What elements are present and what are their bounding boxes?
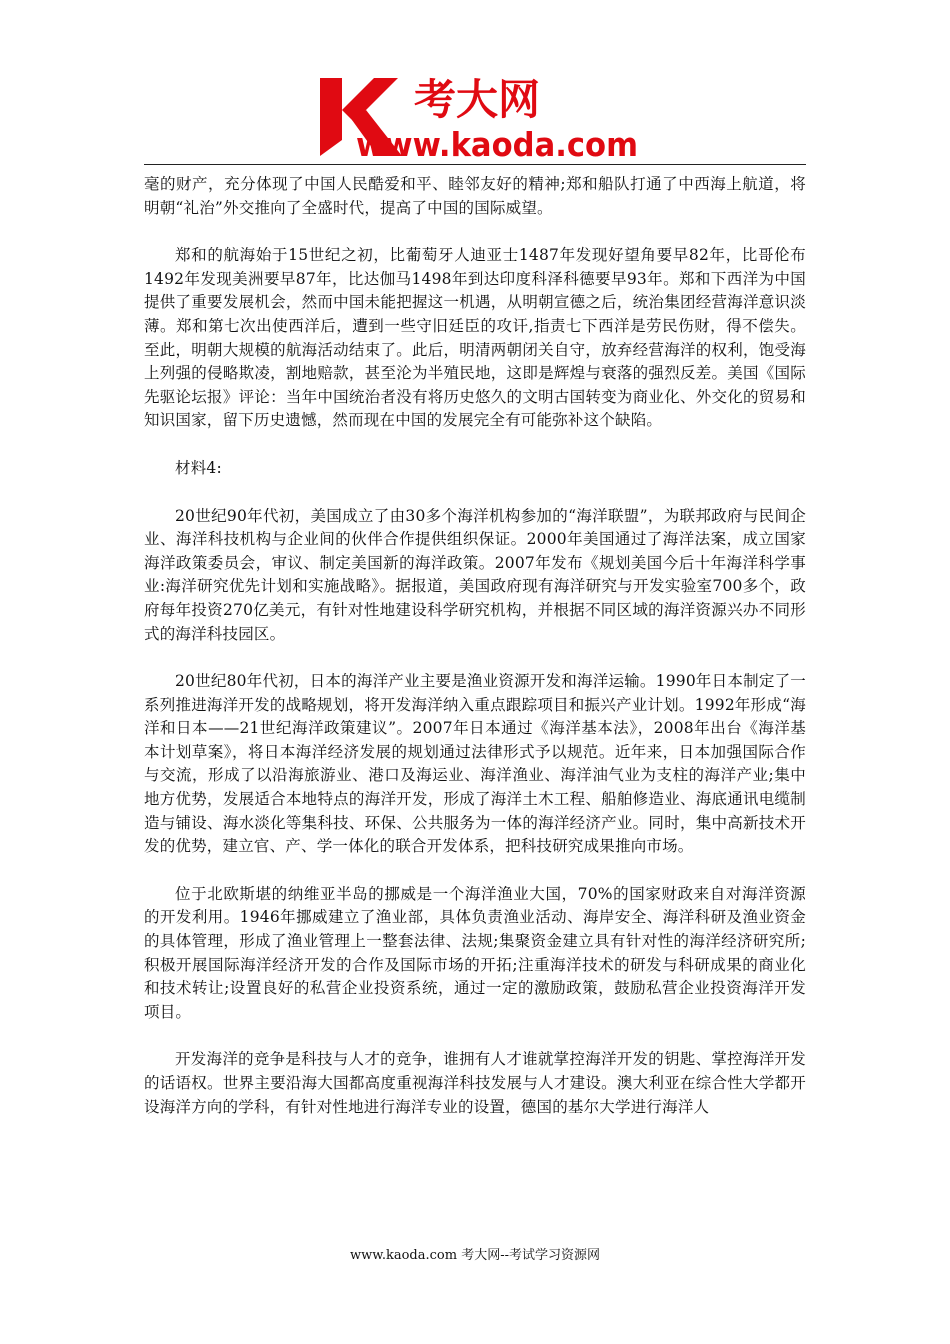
header-divider bbox=[144, 164, 806, 165]
paragraph: 郑和的航海始于15世纪之初，比葡萄牙人迪亚士1487年发现好望角要早82年，比哥伦布1492年发现美洲要早87年，比达伽马1498年到达印度科泽科德要早93年。郑和下西洋为中国提供了重要发展机会，然而中国未能把握这一机遇，从明朝宣德之后，统治集团经营海洋意识淡薄。郑和第七次出使西洋后，遭到一些守旧廷臣的攻讦,指责七下西洋是劳民伤财，得不偿失。至此，明朝大规模的航海活动结束了。此后，明清两朝闭关自守，放弃经营海洋的权利，饱受海上列强的侵略欺凌，割地赔款，甚至沦为半殖民地，这即是辉煌与衰落的强烈反差。美国《国际先驱论坛报》评论：当年中国统治者没有将历史悠久的文明古国转变为商业化、外交化的贸易和知识国家，留下历史遗憾，然而现在中国的发展完全有可能弥补这个缺陷。 bbox=[144, 246, 806, 430]
paragraph: 开发海洋的竞争是科技与人才的竞争，谁拥有人才谁就掌控海洋开发的钥匙、掌控海洋开发的话语权。世界主要沿海大国都高度重视海洋科技发展与人才建设。澳大利亚在综合性大学都开设海洋方向的学科，有针对性地进行海洋专业的设置，德国的基尔大学进行海洋人 bbox=[144, 1050, 806, 1116]
paragraph: 毫的财产，充分体现了中国人民酷爱和平、睦邻友好的精神;郑和船队打通了中西海上航道，将明朝“礼治”外交推向了全盛时代，提高了中国的国际威望。 bbox=[144, 175, 806, 217]
section-label: 材料4: bbox=[175, 458, 222, 477]
paragraph: 20世纪90年代初，美国成立了由30多个海洋机构参加的“海洋联盟”，为联邦政府与民间企业、海洋科技机构与企业间的伙伴合作提供组织保证。2000年美国通过了海洋法案，成立国家海洋政策委员会，审议、制定美国新的海洋政策。2007年发布《规划美国今后十年海洋科学事业:海洋研究优先计划和实施战略》。据报道，美国政府现有海洋研究与开发实验室700多个，政府每年投资270亿美元，有针对性地建设科学研究机构，并根据不同区域的海洋资源兴办不同形式的海洋科技园区。 bbox=[144, 506, 806, 643]
document-body bbox=[144, 173, 806, 1143]
paragraph: 20世纪80年代初，日本的海洋产业主要是渔业资源开发和海洋运输。1990年日本制定了一系列推进海洋开发的战略规划，将开发海洋纳入重点跟踪项目和振兴产业计划。1992年形成“海洋和日本——21世纪海洋政策建议”。2007年日本通过《海洋基本法》，2008年出台《海洋基本计划草案》，将日本海洋经济发展的规划通过法律形式予以规范。近年来，日本加强国际合作与交流，形成了以沿海旅游业、港口及海运业、海洋渔业、海洋油气业为支柱的海洋产业;集中地方优势，发展适合本地特点的海洋开发，形成了海洋土木工程、船舶修造业、海底通讯电缆制造与铺设、海水淡化等集科技、环保、公共服务为一体的海洋经济产业。同时，集中高新技术开发的优势，建立官、产、学一体化的联合开发体系，把科技研究成果推向市场。 bbox=[144, 672, 806, 856]
paragraph: 位于北欧斯堪的纳维亚半岛的挪威是一个海洋渔业大国，70%的国家财政来自对海洋资源的开发利用。1946年挪威建立了渔业部，具体负责渔业活动、海岸安全、海洋科研及渔业资金的具体管理，形成了渔业管理上一整套法律、法规;集聚资金建立具有针对性的海洋经济研究所;积极开展国际海洋经济开发的合作及国际市场的开拓;注重海洋技术的研发与科研成果的商业化和技术转让;设置良好的私营企业投资系统，通过一定的激励政策，鼓励私营企业投资海洋开发项目。 bbox=[144, 884, 806, 1021]
logo-url: www.kaoda.com bbox=[356, 125, 638, 162]
page-footer[interactable]: www.kaoda.com 考大网--考试学习资源网 bbox=[350, 1248, 600, 1263]
page-header bbox=[0, 0, 950, 166]
kaoda-logo[interactable] bbox=[316, 70, 646, 162]
logo-title: 考大网 bbox=[414, 75, 541, 124]
